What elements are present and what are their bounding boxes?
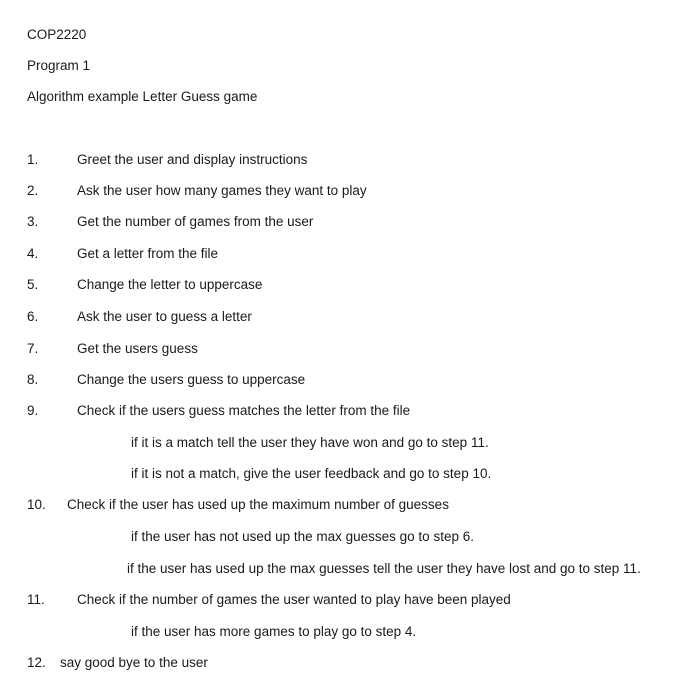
step-number: 3. (27, 214, 39, 229)
step-text: Check if the user has used up the maximum number of guesses (67, 497, 449, 512)
step-number: 9. (27, 403, 39, 418)
step-number: 12. (27, 655, 46, 670)
substep-text: if the user has not used up the max guesses go to step 6. (131, 529, 474, 544)
substep-text: if the user has more games to play go to step 4. (131, 624, 417, 639)
step-text: Check if the number of games the user wanted to play have been played (77, 592, 511, 607)
step-number: 5. (27, 277, 39, 292)
step-number: 7. (27, 341, 39, 356)
substep-text: if it is a match tell the user they have won and go to step 11. (131, 435, 489, 450)
substep-text: if the user has used up the max guesses tell the user they have lost and go to step 11. (127, 561, 641, 576)
step-text: Check if the users guess matches the letter from the file (77, 403, 411, 418)
step-text: Get the number of games from the user (77, 214, 314, 229)
program-name: Program 1 (27, 58, 91, 73)
step-text: Get a letter from the file (77, 246, 219, 261)
step-number: 2. (27, 183, 39, 198)
course-code: COP2220 (27, 27, 87, 42)
step-number: 1. (27, 152, 39, 167)
step-text: say good bye to the user (60, 655, 208, 670)
step-text: Change the users guess to uppercase (77, 372, 306, 387)
substep-text: if it is not a match, give the user feedback and go to step 10. (131, 466, 492, 481)
step-text: Ask the user to guess a letter (77, 309, 252, 324)
step-text: Ask the user how many games they want to play (77, 183, 367, 198)
step-number: 10. (27, 497, 46, 512)
step-text: Greet the user and display instructions (77, 152, 308, 167)
step-number: 4. (27, 246, 39, 261)
step-text: Get the users guess (77, 341, 198, 356)
step-number: 11. (27, 592, 45, 607)
step-text: Change the letter to uppercase (77, 277, 263, 292)
document-title: Algorithm example Letter Guess game (27, 89, 258, 104)
step-number: 6. (27, 309, 39, 324)
step-number: 8. (27, 372, 39, 387)
